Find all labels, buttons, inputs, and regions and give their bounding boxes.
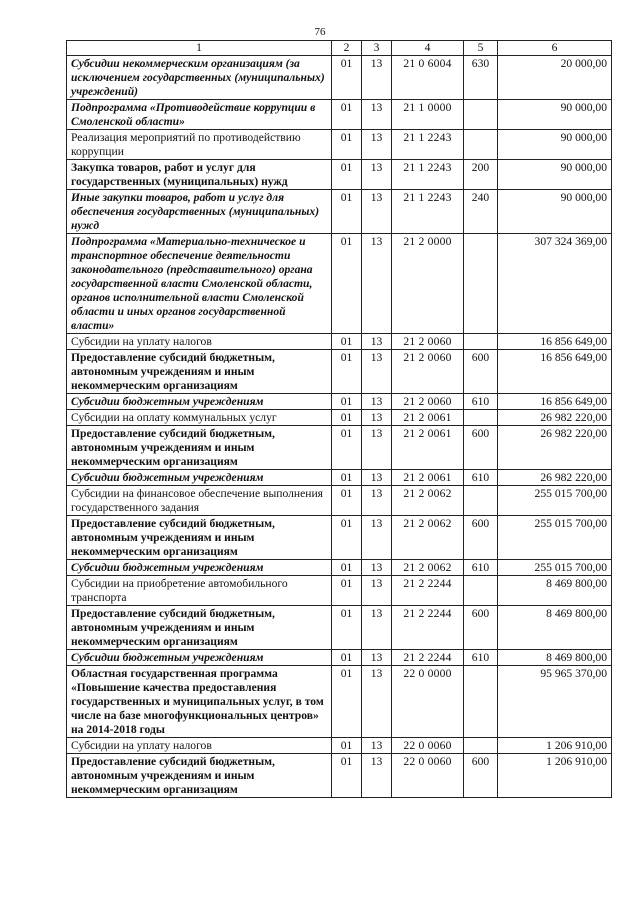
subsection-code-cell: 13 <box>362 410 392 426</box>
target-article-cell: 21 2 0060 <box>392 334 464 350</box>
section-code-cell: 01 <box>332 606 362 650</box>
amount-cell: 255 015 700,00 <box>498 560 612 576</box>
expense-type-cell: 610 <box>464 470 498 486</box>
expense-type-cell: 610 <box>464 394 498 410</box>
section-code-cell: 01 <box>332 470 362 486</box>
target-article-cell: 21 2 0061 <box>392 410 464 426</box>
amount-cell: 26 982 220,00 <box>498 426 612 470</box>
section-code-cell: 01 <box>332 350 362 394</box>
table-row <box>67 754 612 798</box>
subsection-code-cell: 13 <box>362 394 392 410</box>
section-code-cell: 01 <box>332 516 362 560</box>
subsection-code-cell: 13 <box>362 234 392 334</box>
row-name-cell: Предоставление субсидий бюджетным, автономным учреждениям и иным некоммерческим организациям <box>67 754 332 798</box>
expense-type-cell <box>464 100 498 130</box>
row-name-cell: Предоставление субсидий бюджетным, автономным учреждениям и иным некоммерческим организациям <box>67 606 332 650</box>
table-row <box>67 486 612 516</box>
amount-cell: 16 856 649,00 <box>498 394 612 410</box>
expense-type-cell <box>464 486 498 516</box>
target-article-cell: 21 2 0062 <box>392 486 464 516</box>
row-name-cell: Реализация мероприятий по противодействию коррупции <box>67 130 332 160</box>
table-row <box>67 606 612 650</box>
column-header: 6 <box>498 41 612 56</box>
expense-type-cell <box>464 738 498 754</box>
section-code-cell: 01 <box>332 100 362 130</box>
page-number: 76 <box>314 26 326 38</box>
subsection-code-cell: 13 <box>362 100 392 130</box>
target-article-cell: 21 1 2243 <box>392 190 464 234</box>
expense-type-cell <box>464 334 498 350</box>
subsection-code-cell: 13 <box>362 738 392 754</box>
expense-type-cell <box>464 130 498 160</box>
table-row <box>67 130 612 160</box>
target-article-cell: 22 0 0060 <box>392 738 464 754</box>
amount-cell: 307 324 369,00 <box>498 234 612 334</box>
amount-cell: 1 206 910,00 <box>498 754 612 798</box>
table-row <box>67 560 612 576</box>
target-article-cell: 21 1 2243 <box>392 160 464 190</box>
section-code-cell: 01 <box>332 650 362 666</box>
row-name-cell: Субсидии бюджетным учреждениям <box>67 394 332 410</box>
expense-type-cell: 600 <box>464 516 498 560</box>
subsection-code-cell: 13 <box>362 160 392 190</box>
column-header: 5 <box>464 41 498 56</box>
section-code-cell: 01 <box>332 234 362 334</box>
subsection-code-cell: 13 <box>362 516 392 560</box>
row-name-cell: Предоставление субсидий бюджетным, автономным учреждениям и иным некоммерческим организациям <box>67 426 332 470</box>
row-name-cell: Закупка товаров, работ и услуг для государственных (муниципальных) нужд <box>67 160 332 190</box>
row-name-cell: Субсидии на финансовое обеспечение выполнения государственного задания <box>67 486 332 516</box>
table-row <box>67 234 612 334</box>
section-code-cell: 01 <box>332 190 362 234</box>
section-code-cell: 01 <box>332 160 362 190</box>
table-row <box>67 350 612 394</box>
subsection-code-cell: 13 <box>362 560 392 576</box>
table-row <box>67 410 612 426</box>
section-code-cell: 01 <box>332 56 362 100</box>
section-code-cell: 01 <box>332 560 362 576</box>
table-row <box>67 56 612 100</box>
amount-cell: 95 965 370,00 <box>498 666 612 738</box>
section-code-cell: 01 <box>332 394 362 410</box>
subsection-code-cell: 13 <box>362 426 392 470</box>
column-header: 3 <box>362 41 392 56</box>
subsection-code-cell: 13 <box>362 334 392 350</box>
table-row <box>67 190 612 234</box>
row-name-cell: Подпрограмма «Материально-техническое и транспортное обеспечение деятельности законодательного (представительного) органа государственной власти Смоленской области, органов исполнительной власти Смоленской области и иных органов государственной власти» <box>67 234 332 334</box>
target-article-cell: 21 2 2244 <box>392 576 464 606</box>
subsection-code-cell: 13 <box>362 650 392 666</box>
target-article-cell: 21 2 0062 <box>392 560 464 576</box>
expense-type-cell: 610 <box>464 650 498 666</box>
amount-cell: 16 856 649,00 <box>498 350 612 394</box>
row-name-cell: Областная государственная программа «Повышение качества предоставления государственных и муниципальных услуг, в том числе на базе многофункциональных центров» на 2014-2018 годы <box>67 666 332 738</box>
expense-type-cell: 600 <box>464 350 498 394</box>
expense-type-cell: 200 <box>464 160 498 190</box>
amount-cell: 1 206 910,00 <box>498 738 612 754</box>
budget-table <box>66 40 612 798</box>
section-code-cell: 01 <box>332 334 362 350</box>
table-row <box>67 426 612 470</box>
expense-type-cell: 240 <box>464 190 498 234</box>
subsection-code-cell: 13 <box>362 470 392 486</box>
target-article-cell: 22 0 0000 <box>392 666 464 738</box>
table-row <box>67 576 612 606</box>
expense-type-cell: 630 <box>464 56 498 100</box>
target-article-cell: 21 2 0061 <box>392 470 464 486</box>
row-name-cell: Субсидии на уплату налогов <box>67 334 332 350</box>
expense-type-cell <box>464 666 498 738</box>
expense-type-cell <box>464 576 498 606</box>
row-name-cell: Предоставление субсидий бюджетным, автономным учреждениям и иным некоммерческим организациям <box>67 516 332 560</box>
expense-type-cell <box>464 234 498 334</box>
subsection-code-cell: 13 <box>362 56 392 100</box>
subsection-code-cell: 13 <box>362 190 392 234</box>
section-code-cell: 01 <box>332 666 362 738</box>
subsection-code-cell: 13 <box>362 606 392 650</box>
expense-type-cell: 600 <box>464 606 498 650</box>
expense-type-cell <box>464 410 498 426</box>
table-row <box>67 334 612 350</box>
subsection-code-cell: 13 <box>362 576 392 606</box>
subsection-code-cell: 13 <box>362 486 392 516</box>
row-name-cell: Субсидии бюджетным учреждениям <box>67 470 332 486</box>
row-name-cell: Подпрограмма «Противодействие коррупции в Смоленской области» <box>67 100 332 130</box>
amount-cell: 90 000,00 <box>498 190 612 234</box>
amount-cell: 90 000,00 <box>498 160 612 190</box>
amount-cell: 8 469 800,00 <box>498 576 612 606</box>
column-header: 2 <box>332 41 362 56</box>
row-name-cell: Предоставление субсидий бюджетным, автономным учреждениям и иным некоммерческим организациям <box>67 350 332 394</box>
amount-cell: 16 856 649,00 <box>498 334 612 350</box>
expense-type-cell: 600 <box>464 426 498 470</box>
row-name-cell: Субсидии на приобретение автомобильного транспорта <box>67 576 332 606</box>
section-code-cell: 01 <box>332 576 362 606</box>
expense-type-cell: 600 <box>464 754 498 798</box>
target-article-cell: 21 2 0000 <box>392 234 464 334</box>
table-row <box>67 516 612 560</box>
table-row <box>67 470 612 486</box>
target-article-cell: 22 0 0060 <box>392 754 464 798</box>
section-code-cell: 01 <box>332 486 362 516</box>
section-code-cell: 01 <box>332 130 362 160</box>
row-name-cell: Субсидии на уплату налогов <box>67 738 332 754</box>
amount-cell: 26 982 220,00 <box>498 410 612 426</box>
amount-cell: 255 015 700,00 <box>498 516 612 560</box>
subsection-code-cell: 13 <box>362 666 392 738</box>
target-article-cell: 21 2 2244 <box>392 650 464 666</box>
section-code-cell: 01 <box>332 738 362 754</box>
table-row <box>67 666 612 738</box>
column-header: 4 <box>392 41 464 56</box>
row-name-cell: Субсидии на оплату коммунальных услуг <box>67 410 332 426</box>
row-name-cell: Иные закупки товаров, работ и услуг для обеспечения государственных (муниципальных) нужд <box>67 190 332 234</box>
row-name-cell: Субсидии бюджетным учреждениям <box>67 560 332 576</box>
target-article-cell: 21 2 0060 <box>392 350 464 394</box>
amount-cell: 8 469 800,00 <box>498 606 612 650</box>
target-article-cell: 21 0 6004 <box>392 56 464 100</box>
section-code-cell: 01 <box>332 426 362 470</box>
amount-cell: 255 015 700,00 <box>498 486 612 516</box>
subsection-code-cell: 13 <box>362 130 392 160</box>
section-code-cell: 01 <box>332 410 362 426</box>
amount-cell: 8 469 800,00 <box>498 650 612 666</box>
target-article-cell: 21 2 0060 <box>392 394 464 410</box>
amount-cell: 90 000,00 <box>498 100 612 130</box>
amount-cell: 26 982 220,00 <box>498 470 612 486</box>
amount-cell: 20 000,00 <box>498 56 612 100</box>
column-number-row <box>67 41 612 56</box>
target-article-cell: 21 2 2244 <box>392 606 464 650</box>
target-article-cell: 21 2 0062 <box>392 516 464 560</box>
table-row <box>67 160 612 190</box>
table-row <box>67 738 612 754</box>
expense-type-cell: 610 <box>464 560 498 576</box>
target-article-cell: 21 1 2243 <box>392 130 464 160</box>
subsection-code-cell: 13 <box>362 754 392 798</box>
subsection-code-cell: 13 <box>362 350 392 394</box>
column-header: 1 <box>67 41 332 56</box>
row-name-cell: Субсидии бюджетным учреждениям <box>67 650 332 666</box>
target-article-cell: 21 1 0000 <box>392 100 464 130</box>
table-row <box>67 100 612 130</box>
section-code-cell: 01 <box>332 754 362 798</box>
table-row <box>67 650 612 666</box>
table-row <box>67 394 612 410</box>
row-name-cell: Субсидии некоммерческим организациям (за исключением государственных (муниципальных) учреждений) <box>67 56 332 100</box>
amount-cell: 90 000,00 <box>498 130 612 160</box>
target-article-cell: 21 2 0061 <box>392 426 464 470</box>
table-body <box>67 56 612 798</box>
